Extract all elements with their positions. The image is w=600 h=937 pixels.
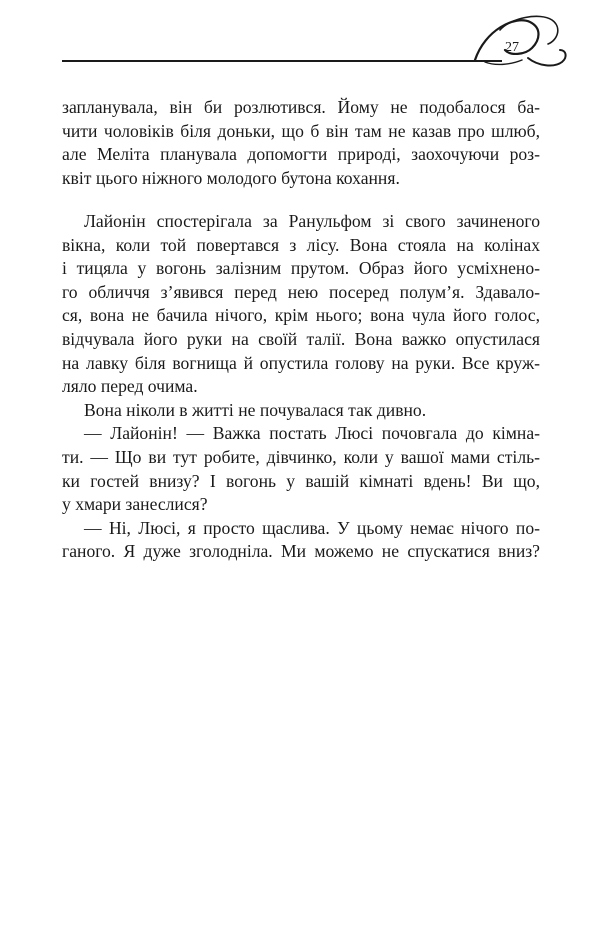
text-line: ганого. Я дуже зголодніла. Ми можемо не спускатися вниз?	[62, 541, 540, 562]
text-line: чити чоловіків біля доньки, що б він там не казав про шлюб,	[62, 120, 540, 141]
text-line: ки гостей внизу? І вогонь у вашій кімнаті вдень! Ви що,	[62, 470, 540, 491]
header-rule	[62, 60, 502, 62]
text-line: вікна, коли той повертався з лісу. Вона стояла на колінах	[62, 234, 540, 255]
text-line: Вона ніколи в житті не почувалася так дивно.	[84, 399, 427, 420]
text-line: го обличчя з’явився перед нею посеред полум’я. Здавало-	[62, 281, 540, 302]
text-line: ся, вона не бачила нічого, крім нього; вона чула його голос,	[62, 305, 540, 326]
text-line: Лайонін спостерігала за Ранульфом зі свого зачиненого	[84, 211, 540, 231]
text-line: — Лайонін! — Важка постать Люсі почовгала до кімна-	[84, 423, 540, 444]
text-line: відчувала його руки на своїй талії. Вона важко опустилася	[62, 328, 540, 349]
paragraph-2	[62, 210, 540, 564]
text-line: запланувала, він би розлютився. Йому не подобалося ба-	[62, 97, 540, 117]
paragraph-1	[62, 96, 540, 190]
text-line: ти. — Що ви тут робите, дівчинко, коли у вашої мами стіль-	[62, 446, 540, 467]
page-number: 27	[505, 40, 519, 55]
text-line: — Ні, Люсі, я просто щаслива. У цьому немає нічого по-	[84, 517, 540, 538]
text-line: ляло перед очима.	[62, 376, 198, 397]
text-line: на лавку біля вогнища й опустила голову на руки. Все круж-	[62, 352, 540, 373]
text-line: квіт цього ніжного молодого бутона кохання.	[62, 167, 400, 188]
text-line: і тицяла у вогонь залізним прутом. Образ його усміхнено-	[62, 258, 540, 279]
text-line: але Меліта планувала допомогти природі, заохочуючи роз-	[62, 144, 540, 165]
text-line: у хмари занеслися?	[62, 494, 208, 515]
